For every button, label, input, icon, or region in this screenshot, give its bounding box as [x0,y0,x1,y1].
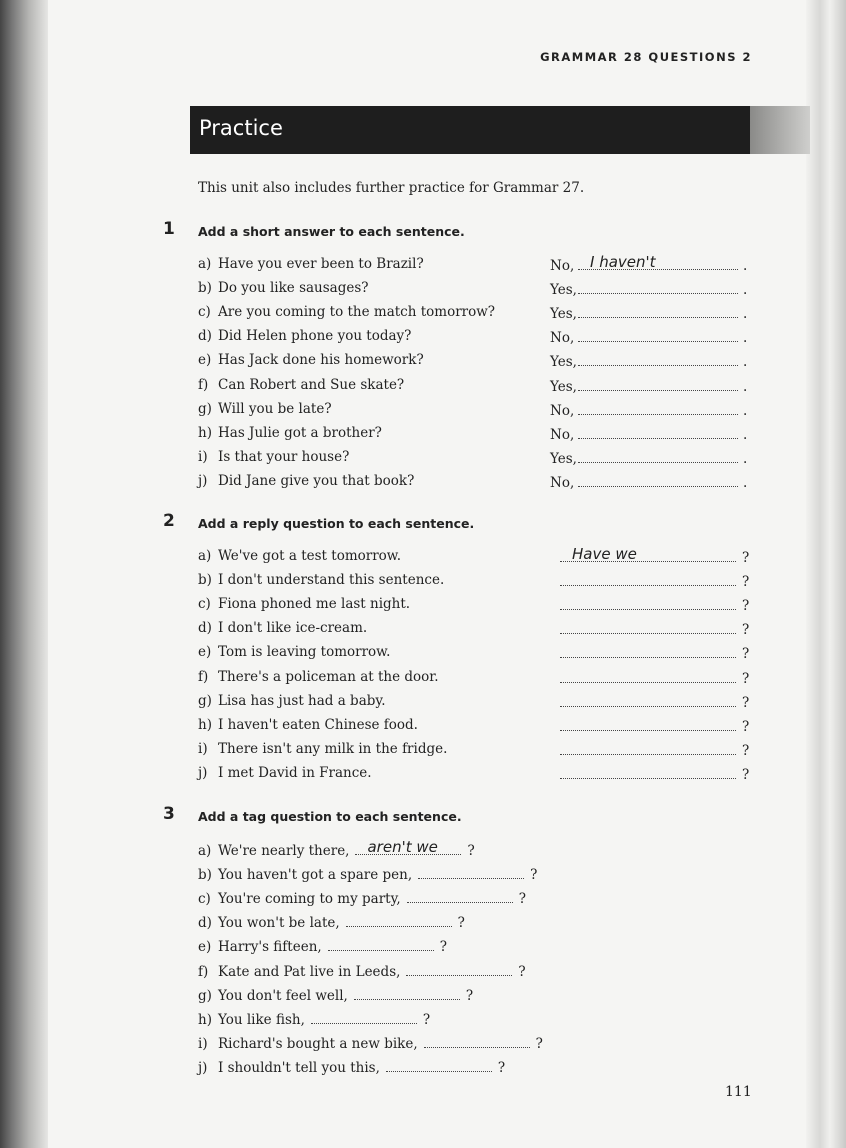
tag-blank[interactable] [407,889,513,903]
banner-title: Practice [199,116,283,140]
reply-blank[interactable] [560,620,736,634]
reply-blank-text: Have we [572,545,637,563]
sentence-row [198,596,410,616]
question-row [198,449,349,469]
item-letter: a) [198,843,212,859]
end-mark: . [743,330,748,347]
item-letter: i) [198,448,208,465]
tag-blank[interactable] [328,937,434,951]
end-mark: ? [422,1011,431,1028]
item-letter: i) [198,1035,208,1052]
item-letter: g) [198,987,212,1004]
section-3-number: 3 [163,804,175,824]
item-letter: f) [198,668,209,685]
banner-fade [750,106,810,154]
tag-row [198,838,475,861]
end-mark: ? [742,598,750,615]
answer-line [550,304,747,324]
item-sentence: Lisa has just had a baby. [218,692,386,709]
sentence-row [198,572,444,592]
answer-line [550,473,747,493]
end-mark: ? [742,694,750,711]
question-row [198,377,404,397]
end-mark: ? [742,574,750,591]
item-letter: h) [198,716,212,733]
answer-lead: Yes, [550,378,577,395]
item-sentence: You like fish, [218,1011,305,1028]
item-question: Have you ever been to Brazil? [218,256,424,272]
section-2-number: 2 [163,511,175,531]
reply-blank[interactable] [560,717,736,731]
end-mark: ? [518,891,526,908]
sentence-row [198,548,401,568]
answer-lead: No, [550,474,575,491]
reply-blank[interactable] [560,596,736,610]
item-letter: d) [198,620,212,637]
answer-line [550,377,747,397]
item-question: Did Jane give you that book? [218,472,415,489]
end-mark: ? [742,622,750,639]
item-sentence: There isn't any milk in the fridge. [218,740,448,757]
tag-blank[interactable] [346,913,452,927]
item-letter: e) [198,644,212,661]
tag-row [198,913,465,933]
tag-blank[interactable] [355,838,461,856]
answer-lead: Yes, [550,306,577,323]
tag-row [198,937,447,957]
item-letter: d) [198,328,212,345]
reply-blank[interactable] [560,644,736,658]
tag-blank[interactable] [424,1034,530,1048]
answer-blank[interactable] [578,304,738,318]
answer-blank[interactable] [578,425,738,439]
item-letter: c) [198,891,211,908]
end-mark: ? [742,550,750,566]
item-question: Did Helen phone you today? [218,328,412,345]
end-mark: ? [742,646,750,663]
item-question: Do you like sausages? [218,280,369,297]
item-sentence: Harry's fifteen, [218,939,322,956]
answer-lead: Yes, [550,450,577,467]
item-sentence: We've got a test tomorrow. [218,548,402,564]
answer-blank[interactable] [578,449,738,463]
answer-lead: Yes, [550,354,577,371]
end-mark: ? [518,963,526,980]
item-sentence: I shouldn't tell you this, [218,1059,380,1076]
answer-lead: No, [550,402,575,419]
tag-blank-text: aren't we [367,838,438,856]
item-letter: h) [198,1011,212,1028]
tag-row [198,986,473,1006]
item-question: Will you be late? [218,400,332,417]
end-mark: . [743,426,748,443]
reply-line [560,596,749,616]
item-letter: a) [198,548,212,564]
item-question: Are you coming to the match tomorrow? [218,304,496,321]
question-row [198,425,382,445]
item-letter: c) [198,596,211,613]
item-question: Has Julie got a brother? [218,424,382,441]
item-question: Is that your house? [218,448,350,465]
item-question: Has Jack done his homework? [218,352,424,369]
end-mark: ? [467,843,475,859]
intro-text: This unit also includes further practice for Grammar 27. [198,180,585,196]
tag-blank[interactable] [386,1058,492,1072]
end-mark: ? [457,915,465,932]
reply-line [560,644,749,664]
item-letter: f) [198,963,209,980]
reply-line [560,693,749,713]
item-letter: i) [198,740,208,757]
reply-line [560,620,749,640]
answer-lead: No, [550,258,575,274]
reply-blank[interactable] [560,765,736,779]
answer-line [550,401,747,421]
item-letter: b) [198,572,212,589]
reply-line [560,545,750,568]
question-row [198,473,414,493]
item-letter: a) [198,256,212,272]
item-letter: g) [198,692,212,709]
tag-blank[interactable] [418,865,524,879]
item-question: Can Robert and Sue skate? [218,376,405,393]
answer-blank[interactable] [578,401,738,415]
question-row [198,304,495,324]
answer-lead: Yes, [550,282,577,299]
end-mark: . [743,450,748,467]
sentence-row [198,693,386,713]
item-sentence: I met David in France. [218,764,372,781]
end-mark: . [743,474,748,491]
reply-blank[interactable] [560,741,736,755]
item-letter: f) [198,376,209,393]
end-mark: . [743,378,748,395]
item-letter: b) [198,280,212,297]
end-mark: ? [742,742,750,759]
reply-line [560,717,749,737]
item-sentence: There's a policeman at the door. [218,668,439,685]
tag-row [198,1034,543,1054]
item-letter: j) [198,472,208,489]
answer-blank[interactable] [578,328,738,342]
tag-row [198,1058,505,1078]
end-mark: . [743,306,748,323]
item-sentence: You won't be late, [218,915,340,932]
reply-blank[interactable] [560,669,736,683]
reply-line [560,572,749,592]
reply-line [560,765,749,785]
item-letter: j) [198,1059,208,1076]
item-letter: d) [198,915,212,932]
sentence-row [198,765,372,785]
answer-line [550,425,747,445]
reply-blank[interactable] [560,572,736,586]
answer-line [550,352,747,372]
item-sentence: Richard's bought a new bike, [218,1035,418,1052]
end-mark: ? [742,718,750,735]
item-letter: h) [198,424,212,441]
item-letter: g) [198,400,212,417]
reply-blank[interactable] [560,545,736,563]
question-row [198,280,369,300]
tag-row [198,865,537,885]
end-mark: . [743,354,748,371]
reply-blank[interactable] [560,693,736,707]
sentence-row [198,620,367,640]
answer-blank[interactable] [578,280,738,294]
item-sentence: You don't feel well, [218,987,348,1004]
answer-blank[interactable] [578,352,738,366]
end-mark: ? [497,1059,506,1076]
item-letter: j) [198,764,208,781]
answer-line [550,328,747,348]
item-letter: e) [198,939,212,956]
item-sentence: I haven't eaten Chinese food. [218,716,418,733]
end-mark: . [743,402,748,419]
item-sentence: Kate and Pat live in Leeds, [218,963,401,980]
answer-blank[interactable] [578,253,738,271]
item-letter: b) [198,867,212,884]
reply-line [560,741,749,761]
tag-blank[interactable] [354,986,460,1000]
item-sentence: We're nearly there, [218,843,350,859]
answer-line [550,280,747,300]
section-2-instruction: Add a reply question to each sentence. [198,516,475,531]
book-spine-shadow [0,0,48,1148]
end-mark: ? [535,1035,543,1052]
question-row [198,328,411,348]
end-mark: ? [742,670,750,687]
tag-blank[interactable] [406,962,512,976]
end-mark: . [743,258,748,274]
question-row [198,256,424,276]
question-row [198,352,424,372]
reply-line [560,669,749,689]
item-sentence: Fiona phoned me last night. [218,596,411,613]
item-letter: e) [198,352,212,369]
section-1-instruction: Add a short answer to each sentence. [198,224,465,239]
answer-line [550,253,748,276]
page-number: 111 [725,1084,752,1100]
item-letter: c) [198,304,211,321]
tag-row [198,889,526,909]
tag-row [198,1010,430,1030]
sentence-row [198,669,439,689]
running-head: GRAMMAR 28 QUESTIONS 2 [540,50,752,64]
item-sentence: You haven't got a spare pen, [218,867,413,884]
answer-blank-text: I haven't [590,253,656,271]
item-sentence: Tom is leaving tomorrow. [218,644,391,661]
answer-blank[interactable] [578,377,738,391]
end-mark: ? [742,766,750,783]
tag-blank[interactable] [311,1010,417,1024]
end-mark: ? [530,867,538,884]
answer-lead: No, [550,426,575,443]
question-row [198,401,332,421]
sentence-row [198,644,390,664]
answer-line [550,449,747,469]
item-sentence: I don't understand this sentence. [218,572,445,589]
page-edge [806,0,846,1148]
item-sentence: I don't like ice-cream. [218,620,368,637]
tag-row [198,962,526,982]
sentence-row [198,741,447,761]
section-1-number: 1 [163,219,175,239]
answer-lead: No, [550,330,575,347]
section-3-instruction: Add a tag question to each sentence. [198,809,462,824]
end-mark: . [743,282,748,299]
item-sentence: You're coming to my party, [218,891,401,908]
answer-blank[interactable] [578,473,738,487]
sentence-row [198,717,418,737]
end-mark: ? [465,987,474,1004]
end-mark: ? [439,939,447,956]
